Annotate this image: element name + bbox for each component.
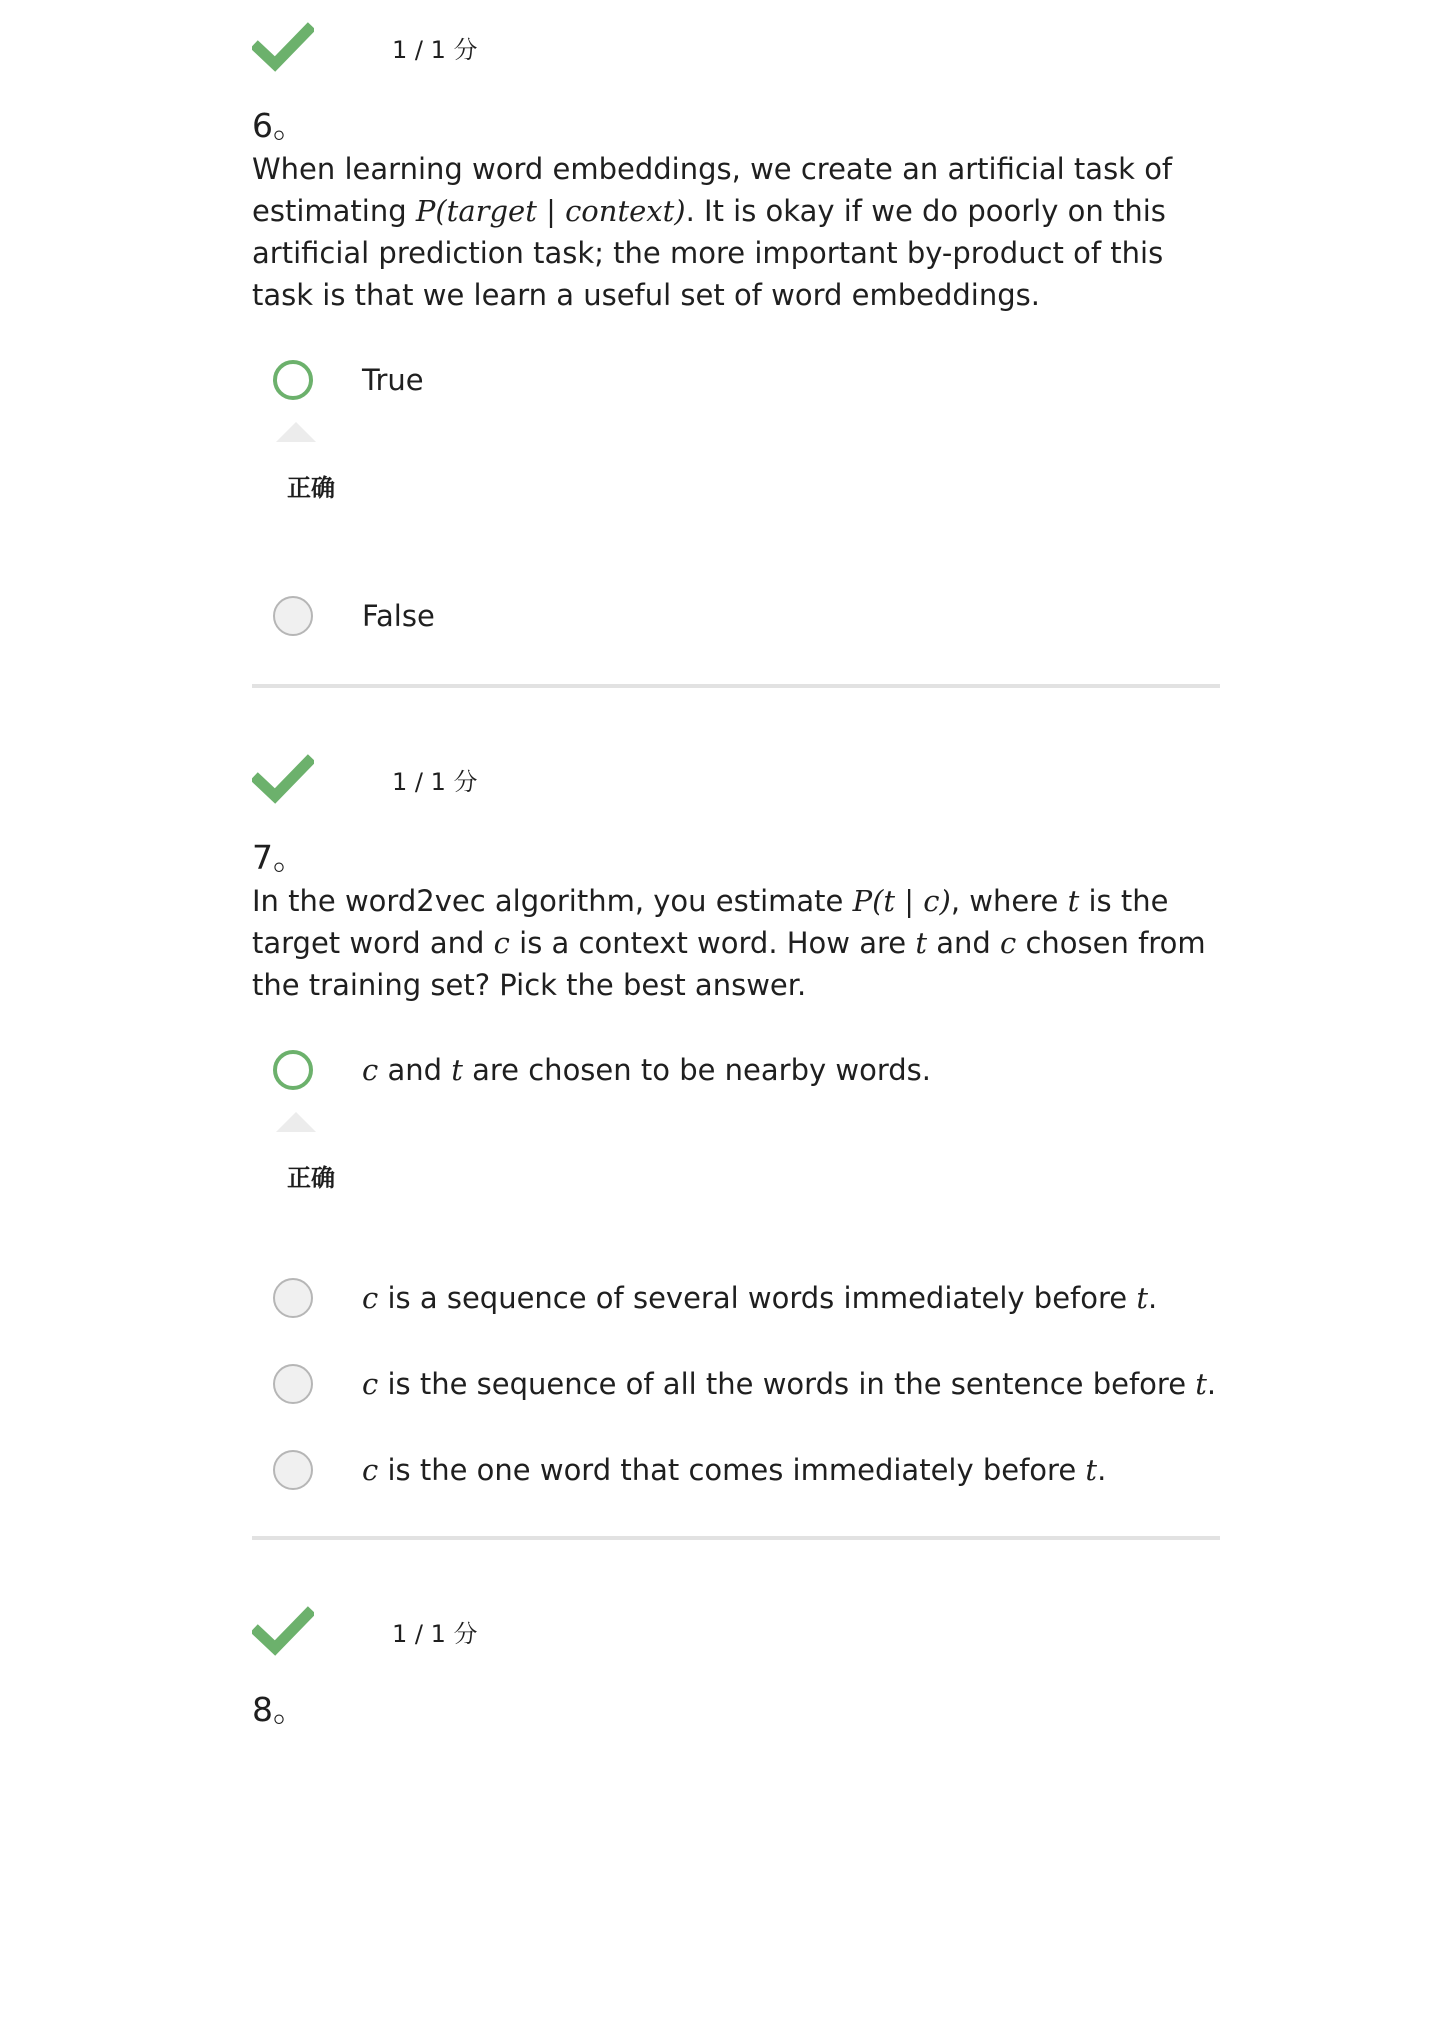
feedback-arrow (276, 422, 316, 442)
divider (252, 684, 1220, 688)
option-several-words-before[interactable] (252, 1258, 1217, 1344)
radio-button[interactable] (273, 1450, 313, 1490)
score-text: 1 / 1 分 (392, 768, 478, 796)
question-text: When learning word embeddings, we create an artificial task of estimating P(target | context). It is okay if we do poorly on this artificial prediction task; the more important by-product of this task is that we learn a useful set of word embeddings. (252, 152, 1173, 312)
option-one-word-before[interactable] (252, 1430, 1217, 1516)
option-label: c is the sequence of all the words in the sentence before t. (362, 1367, 1217, 1401)
question-number: 6。 (252, 106, 306, 145)
question-8 (252, 1584, 1217, 1732)
radio-button[interactable] (273, 1364, 313, 1404)
check-icon (252, 22, 314, 72)
feedback-arrow (276, 1112, 316, 1132)
question-number: 7。 (252, 838, 306, 877)
options-list (252, 1030, 1217, 1516)
question-text: In the word2vec algorithm, you estimate P(t | c), where t is the target word and c is a context word. How are t and c chosen from the training set? Pick the best answer. (252, 884, 1206, 1002)
score-row (252, 732, 1217, 822)
radio-button[interactable] (273, 360, 313, 400)
score-row (252, 0, 1217, 90)
option-label: c and t are chosen to be nearby words. (362, 1053, 931, 1087)
radio-button[interactable] (273, 1278, 313, 1318)
option-nearby-words[interactable] (252, 1030, 1217, 1116)
score-row (252, 1584, 1217, 1674)
option-false[interactable] (252, 576, 1217, 662)
feedback-panel (252, 1116, 1217, 1258)
options-list (252, 340, 1217, 662)
check-icon (252, 754, 314, 804)
option-label: c is the one word that comes immediately before t. (362, 1453, 1107, 1487)
radio-button[interactable] (273, 596, 313, 636)
check-icon (252, 1606, 314, 1656)
divider (252, 1536, 1220, 1540)
radio-button[interactable] (273, 1050, 313, 1090)
quiz-content (252, 0, 1217, 1732)
option-true[interactable] (252, 340, 1217, 426)
score-text: 1 / 1 分 (392, 36, 478, 64)
question-number: 8。 (252, 1690, 306, 1729)
option-all-words-before[interactable] (252, 1344, 1217, 1430)
option-label: c is a sequence of several words immediately before t. (362, 1281, 1158, 1315)
option-label: False (362, 599, 435, 633)
score-text: 1 / 1 分 (392, 1620, 478, 1648)
feedback-panel (252, 426, 1217, 576)
question-6 (252, 0, 1217, 688)
feedback-correct: 正确 (287, 474, 335, 502)
question-7 (252, 732, 1217, 1540)
option-label: True (362, 363, 424, 397)
feedback-correct: 正确 (287, 1164, 335, 1192)
